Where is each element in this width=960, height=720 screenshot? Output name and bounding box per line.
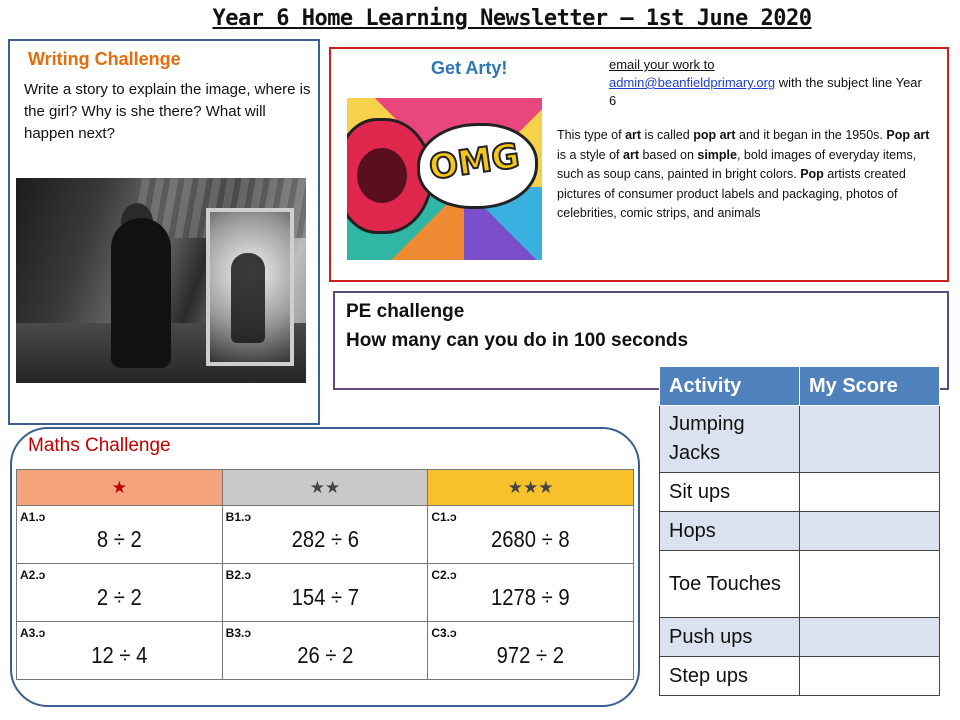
division-question: 282 ÷ 6	[291, 526, 359, 552]
get-arty-heading: Get Arty!	[431, 58, 508, 78]
two-star-level: ★★	[222, 470, 428, 506]
email-prefix: email your work to	[609, 57, 715, 72]
girl-mirror-photo	[16, 178, 306, 383]
maths-row	[17, 506, 634, 564]
maths-cell	[222, 506, 428, 564]
photo-girl	[111, 218, 171, 368]
pe-challenge-heading: PE challenge	[346, 301, 465, 322]
question-code: B3.ↄ	[225, 626, 252, 640]
pop-art-image	[347, 98, 542, 260]
score-header-row	[660, 367, 940, 406]
three-star-level: ★★★	[428, 470, 634, 506]
question-code: C2.ↄ	[431, 568, 457, 582]
maths-challenge-table	[16, 469, 634, 680]
pe-challenge-text: How many can you do in 100 seconds	[346, 330, 689, 351]
pe-score-table	[659, 366, 940, 696]
score-row	[660, 512, 940, 551]
popart-mouth	[357, 148, 407, 203]
question-code: B2.ↄ	[225, 568, 252, 582]
email-suffix: with the subject line Year 6	[609, 75, 922, 108]
activity-name: Hops	[660, 512, 800, 551]
score-row	[660, 657, 940, 696]
photo-reflection	[231, 253, 265, 343]
division-question: 154 ÷ 7	[291, 584, 359, 610]
maths-row	[17, 622, 634, 680]
header-activity: Activity	[660, 367, 800, 406]
score-row	[660, 618, 940, 657]
maths-challenge-heading: Maths Challenge	[28, 435, 171, 456]
activity-name: Step ups	[660, 657, 800, 696]
score-row	[660, 473, 940, 512]
maths-cell	[428, 564, 634, 622]
score-cell[interactable]	[800, 657, 940, 696]
pop-art-description: This type of art is called pop art and it began in the 1950s. Pop art is a style of art based on simple, bold images of everyday items, such as soup cans, painted in bright colors. Pop artists created pictures of consumer product labels and packaging, photos of celebrities, comic strips, and animals	[557, 128, 930, 220]
maths-cell	[428, 622, 634, 680]
division-question: 12 ÷ 4	[91, 642, 148, 668]
newsletter-title: Year 6 Home Learning Newsletter – 1st June 2020	[212, 6, 812, 31]
one-star-level: ★	[17, 470, 223, 506]
division-question: 1278 ÷ 9	[491, 584, 570, 610]
maths-cell	[428, 506, 634, 564]
activity-name: Push ups	[660, 618, 800, 657]
question-code: C1.ↄ	[431, 510, 457, 524]
activity-name: Sit ups	[660, 473, 800, 512]
score-row	[660, 406, 940, 473]
question-code: A1.ↄ	[20, 510, 46, 524]
score-cell[interactable]	[800, 512, 940, 551]
score-row	[660, 551, 940, 618]
email-link[interactable]: admin@beanfieldprimary.org	[609, 75, 776, 90]
header-my-score: My Score	[800, 367, 940, 406]
maths-cell	[222, 564, 428, 622]
division-question: 2680 ÷ 8	[491, 526, 570, 552]
score-cell[interactable]	[800, 406, 940, 473]
question-code: A3.ↄ	[20, 626, 46, 640]
maths-cell	[17, 622, 223, 680]
question-code: B1.ↄ	[225, 510, 252, 524]
division-question: 2 ÷ 2	[96, 584, 142, 610]
activity-name: Jumping Jacks	[660, 406, 800, 473]
question-code: A2.ↄ	[20, 568, 46, 582]
writing-challenge-heading: Writing Challenge	[28, 49, 181, 69]
score-cell[interactable]	[800, 473, 940, 512]
score-cell[interactable]	[800, 618, 940, 657]
get-arty-panel	[329, 47, 949, 282]
activity-name: Toe Touches	[660, 551, 800, 618]
email-instructions	[609, 56, 929, 110]
division-question: 972 ÷ 2	[496, 642, 565, 668]
maths-row	[17, 564, 634, 622]
popart-omg-text: OMG	[426, 135, 522, 189]
division-question: 8 ÷ 2	[96, 526, 142, 552]
difficulty-header-row	[17, 470, 634, 506]
question-code: C3.ↄ	[431, 626, 457, 640]
score-cell[interactable]	[800, 551, 940, 618]
maths-cell	[222, 622, 428, 680]
maths-cell	[17, 506, 223, 564]
writing-challenge-text: Write a story to explain the image, where is the girl? Why is she there? What will happen next?	[24, 81, 311, 142]
division-question: 26 ÷ 2	[296, 642, 354, 668]
maths-cell	[17, 564, 223, 622]
